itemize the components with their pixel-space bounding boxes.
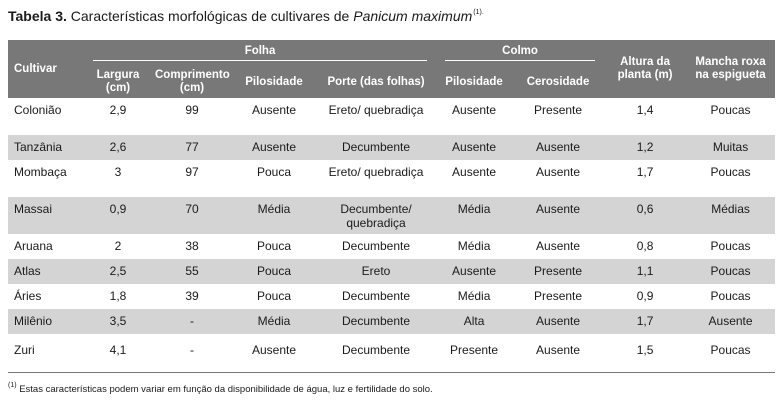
cell-altura: 1,2 — [604, 135, 686, 160]
cell-pilosidade-colmo: Alta — [436, 309, 512, 334]
cell-pilosidade-colmo: Média — [457, 239, 491, 253]
cell-pilosidade-folha: Pouca — [256, 239, 292, 253]
cell-cerosidade: Ausente — [512, 309, 604, 334]
col-header-porte: Porte (das folhas) — [316, 66, 436, 98]
table-body — [8, 98, 775, 364]
table-title — [8, 8, 484, 24]
cell-pilosidade-folha: Pouca — [256, 165, 292, 179]
cell-comprimento: 77 — [152, 135, 232, 160]
table-row — [8, 160, 775, 197]
group-header-folha-label: Folha — [93, 45, 427, 61]
cell-pilosidade-folha: Ausente — [232, 135, 316, 160]
footnote-marker: (1) — [8, 382, 17, 389]
table-row — [8, 284, 775, 309]
cell-pilosidade-colmo: Ausente — [452, 103, 497, 117]
cell-altura: 1,4 — [636, 103, 654, 117]
cell-altura: 1,1 — [604, 259, 686, 284]
cell-porte: Decumbente — [342, 239, 411, 253]
cell-pilosidade-colmo: Média — [457, 289, 491, 303]
col-header-comprimento: Comprimento (cm) — [152, 66, 232, 98]
cell-comprimento: 38 — [185, 239, 199, 253]
cell-comprimento: 97 — [185, 165, 199, 179]
cell-comprimento: 55 — [152, 259, 232, 284]
col-header-pilosidade-folha: Pilosidade — [232, 66, 316, 98]
table-footnote — [8, 382, 433, 395]
cell-cultivar: Massai — [8, 197, 84, 234]
cell-cultivar: Milênio — [8, 309, 84, 334]
cell-pilosidade-colmo: Presente — [450, 343, 499, 357]
table-row — [8, 135, 775, 160]
cell-pilosidade-folha: Pouca — [232, 259, 316, 284]
cell-cultivar: Atlas — [8, 259, 84, 284]
cell-pilosidade-folha: Média — [232, 197, 316, 234]
cell-comprimento: - — [152, 309, 232, 334]
cell-pilosidade-folha: Pouca — [256, 289, 292, 303]
cultivar-table — [8, 40, 775, 364]
col-header-largura: Largura (cm) — [84, 66, 152, 98]
cell-porte: Decumbente — [342, 343, 411, 357]
cell-largura: 3 — [114, 165, 122, 179]
col-header-cerosidade: Cerosidade — [512, 66, 604, 98]
cell-largura: 0,9 — [84, 197, 152, 234]
table-header — [8, 40, 775, 98]
table-row — [8, 197, 775, 234]
cell-cultivar: Zuri — [14, 343, 35, 357]
cell-altura: 0,6 — [604, 197, 686, 234]
cell-porte: Ereto/ quebradiça — [328, 165, 424, 179]
table-row — [8, 334, 775, 364]
cell-comprimento: 70 — [152, 197, 232, 234]
cell-mancha: Médias — [686, 197, 775, 234]
cell-altura: 0,9 — [636, 289, 654, 303]
title-footnote-marker: (1). — [473, 9, 484, 16]
cell-porte: Decumbente — [342, 289, 411, 303]
cell-cerosidade: Ausente — [536, 239, 581, 253]
table-label: Tabela 3. — [8, 8, 67, 24]
cell-cerosidade: Presente — [512, 259, 604, 284]
cell-largura: 2 — [114, 239, 122, 253]
col-header-mancha: Mancha roxa na espigueta — [686, 40, 775, 98]
cell-mancha: Poucas — [710, 165, 751, 179]
title-text: Características morfológicas de cultivares de — [70, 8, 354, 24]
table-bottom-rule — [8, 372, 775, 373]
cell-cultivar: Colonião — [14, 103, 62, 117]
group-header-folha — [84, 40, 436, 66]
group-header-colmo — [436, 40, 604, 66]
cell-porte: Decumbente — [316, 309, 436, 334]
cell-mancha: Poucas — [710, 103, 751, 117]
cell-porte: Ereto/ quebradiça — [328, 103, 424, 117]
cell-porte: Decumbente/ quebradiça — [316, 197, 436, 234]
cell-largura: 4,1 — [109, 343, 127, 357]
cell-cultivar: Mombaça — [14, 165, 67, 179]
species-name: Panicum maximum — [353, 8, 473, 24]
table-row — [8, 98, 775, 135]
cell-pilosidade-folha: Ausente — [251, 343, 297, 357]
cell-mancha: Muitas — [686, 135, 775, 160]
cell-mancha: Ausente — [686, 309, 775, 334]
cell-pilosidade-folha: Ausente — [251, 103, 297, 117]
cell-altura: 1,5 — [636, 343, 654, 357]
cell-cerosidade: Presente — [534, 289, 583, 303]
footnote-text: Estas características podem variar em função da disponibilidade de água, luz e fertilidade do solo. — [16, 384, 433, 395]
cell-pilosidade-folha: Média — [232, 309, 316, 334]
cell-cerosidade: Ausente — [536, 343, 581, 357]
cell-cerosidade: Ausente — [512, 197, 604, 234]
cell-altura: 1,7 — [636, 165, 654, 179]
cell-mancha: Poucas — [686, 259, 775, 284]
cell-cerosidade: Ausente — [536, 165, 581, 179]
cell-porte: Decumbente — [316, 135, 436, 160]
table-row — [8, 309, 775, 334]
col-header-pilosidade-colmo: Pilosidade — [436, 66, 512, 98]
col-header-cultivar: Cultivar — [8, 40, 84, 98]
cell-largura: 2,5 — [84, 259, 152, 284]
cell-cerosidade: Ausente — [512, 135, 604, 160]
table-row — [8, 234, 775, 259]
cell-largura: 1,8 — [109, 289, 127, 303]
cell-altura: 1,7 — [604, 309, 686, 334]
cell-pilosidade-colmo: Ausente — [436, 259, 512, 284]
cell-pilosidade-colmo: Média — [436, 197, 512, 234]
cell-porte: Ereto — [316, 259, 436, 284]
cell-comprimento: - — [190, 343, 194, 357]
cell-mancha: Poucas — [710, 343, 751, 357]
cell-mancha: Poucas — [710, 239, 751, 253]
table-row — [8, 259, 775, 284]
cell-largura: 3,5 — [84, 309, 152, 334]
cell-altura: 0,8 — [636, 239, 654, 253]
cell-largura: 2,6 — [84, 135, 152, 160]
cell-largura: 2,9 — [109, 103, 127, 117]
col-header-altura: Altura da planta (m) — [604, 40, 686, 98]
cell-mancha: Poucas — [710, 289, 751, 303]
cell-pilosidade-colmo: Ausente — [452, 165, 497, 179]
group-header-colmo-label: Colmo — [445, 45, 595, 61]
cell-cerosidade: Presente — [534, 103, 583, 117]
cell-cultivar: Aruana — [14, 239, 53, 253]
cell-comprimento: 99 — [185, 103, 199, 117]
cell-cultivar: Tanzânia — [8, 135, 84, 160]
cell-comprimento: 39 — [185, 289, 199, 303]
cell-pilosidade-colmo: Ausente — [436, 135, 512, 160]
cell-cultivar: Áries — [14, 289, 42, 303]
